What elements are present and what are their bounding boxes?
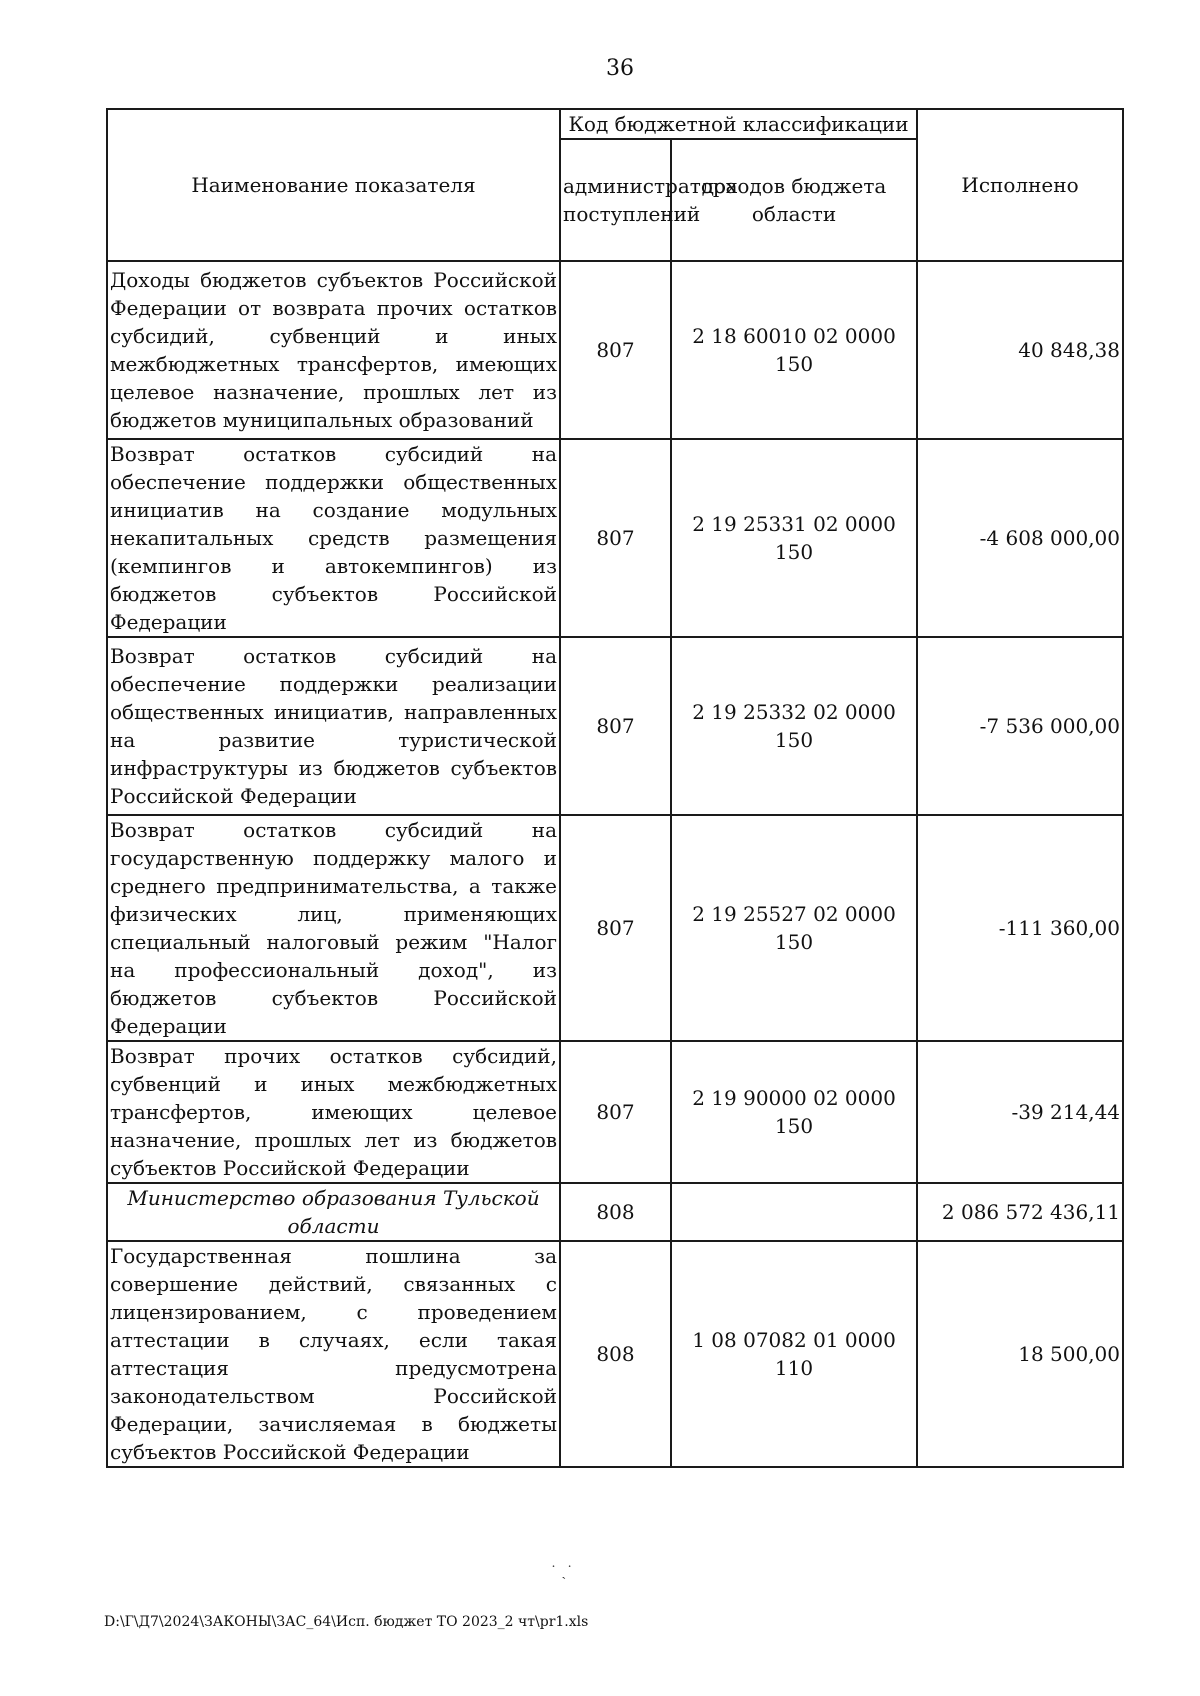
- row-classification-code-cell: 2 19 25527 02 0000 150: [671, 815, 917, 1041]
- row-admin-code-cell: 808: [560, 1183, 671, 1241]
- row-classification-code-cell: [671, 1183, 917, 1241]
- footer-file-path: D:\Г\Д7\2024\ЗАКОНЫ\ЗАС_64\Исп. бюджет ТО 2023_2 чт\pr1.xls: [104, 1614, 589, 1630]
- row-classification-code-cell: 1 08 07082 01 0000 110: [671, 1241, 917, 1467]
- row-name-cell: Возврат остатков субсидий на обеспечение поддержки общественных инициатив на создание модульных некапитальных средств размещения (кемпингов и автокемпингов) из бюджетов субъектов Российской Федерации: [107, 439, 560, 637]
- row-admin-code-cell: 807: [560, 261, 671, 439]
- row-classification-code-cell: 2 19 90000 02 0000 150: [671, 1041, 917, 1183]
- row-amount-cell: -4 608 000,00: [917, 439, 1123, 637]
- table-row: [107, 815, 1123, 1041]
- row-amount-cell: -111 360,00: [917, 815, 1123, 1041]
- table-row: [107, 439, 1123, 637]
- row-name-cell: Возврат прочих остатков субсидий, субвенций и иных межбюджетных трансфертов, имеющих целевое назначение, прошлых лет из бюджетов субъектов Российской Федерации: [107, 1041, 560, 1183]
- row-amount-cell: -39 214,44: [917, 1041, 1123, 1183]
- header-name: Наименование показателя: [107, 109, 560, 261]
- row-name-cell: Доходы бюджетов субъектов Российской Федерации от возврата прочих остатков субсидий, субвенций и иных межбюджетных трансфертов, имеющих целевое назначение, прошлых лет из бюджетов муниципальных образований: [107, 261, 560, 439]
- row-admin-code-cell: 807: [560, 637, 671, 815]
- table-row: [107, 637, 1123, 815]
- table-row: [107, 1041, 1123, 1183]
- row-amount-cell: -7 536 000,00: [917, 637, 1123, 815]
- row-name-cell: Министерство образования Тульской области: [107, 1183, 560, 1241]
- row-admin-code-cell: 807: [560, 815, 671, 1041]
- table-row: [107, 261, 1123, 439]
- header-row-1: [107, 109, 1123, 139]
- row-name-cell: Государственная пошлина за совершение действий, связанных с лицензированием, с проведением аттестации в случаях, если такая аттестация предусмотрена законодательством Российской Федерации, зачисляемая в бюджеты субъектов Российской Федерации: [107, 1241, 560, 1467]
- table-row: [107, 1241, 1123, 1467]
- header-admin: администратора поступлений: [560, 139, 671, 261]
- row-admin-code-cell: 808: [560, 1241, 671, 1467]
- budget-table: [106, 108, 1124, 1468]
- header-classification: Код бюджетной классификации: [560, 109, 917, 139]
- scan-marks: ˙ ˏ˙: [550, 1564, 574, 1580]
- table-row: [107, 1183, 1123, 1241]
- row-classification-code-cell: 2 18 60010 02 0000 150: [671, 261, 917, 439]
- row-classification-code-cell: 2 19 25332 02 0000 150: [671, 637, 917, 815]
- header-income: доходов бюджета области: [671, 139, 917, 261]
- row-name-cell: Возврат остатков субсидий на государственную поддержку малого и среднего предпринимательства, а также физических лиц, применяющих специальный налоговый режим "Налог на профессиональный доход", из бюджетов субъектов Российской Федерации: [107, 815, 560, 1041]
- page-number: 36: [606, 56, 634, 81]
- row-name-cell: Возврат остатков субсидий на обеспечение поддержки реализации общественных инициатив, направленных на развитие туристической инфраструктуры из бюджетов субъектов Российской Федерации: [107, 637, 560, 815]
- table-body: [107, 261, 1123, 1467]
- row-amount-cell: 2 086 572 436,11: [917, 1183, 1123, 1241]
- row-admin-code-cell: 807: [560, 439, 671, 637]
- row-admin-code-cell: 807: [560, 1041, 671, 1183]
- row-classification-code-cell: 2 19 25331 02 0000 150: [671, 439, 917, 637]
- header-executed: Исполнено: [917, 109, 1123, 261]
- row-amount-cell: 18 500,00: [917, 1241, 1123, 1467]
- row-amount-cell: 40 848,38: [917, 261, 1123, 439]
